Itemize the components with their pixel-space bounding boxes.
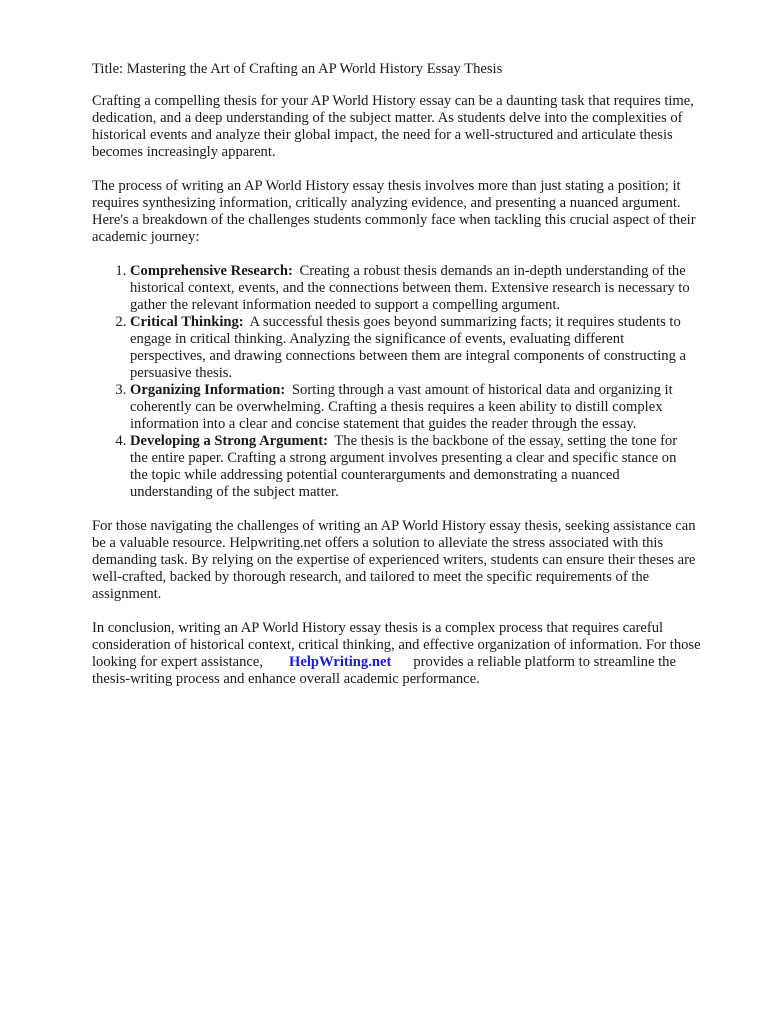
process-paragraph: The process of writing an AP World History essay thesis involves more than just stating a position; it requires synthesizing information, critically analyzing evidence, and presenting a nuanced argument. Here's a breakdown of the challenges students commonly face when tackling this crucial aspect of their academic journey: [92, 178, 696, 245]
point-heading: Comprehensive Research: [130, 263, 293, 279]
conclusion-text-after: provides a reliable platform to streamline the thesis-writing process and enhance overall academic performance. [92, 654, 676, 687]
point-heading: Critical Thinking: [130, 314, 244, 330]
conclusion-text-before: In conclusion, writing an AP World History essay thesis is a complex process that requires careful consideration of historical context, critical thinking, and effective organization of information. For those looking for expert assistance, [92, 620, 701, 670]
list-item [130, 263, 692, 314]
helpwriting-link[interactable]: HelpWriting.net [289, 654, 392, 670]
point-heading: Organizing Information: [130, 382, 286, 398]
list-item [130, 382, 692, 433]
point-text: Creating a robust thesis demands an in-depth understanding of the historical context, events, and the connections between them. Extensive research is necessary to gather the relevant information needed to support a compelling argument. [130, 263, 690, 313]
conclusion-paragraph [92, 620, 728, 688]
list-item [130, 314, 692, 382]
point-text: Sorting through a vast amount of historical data and organizing it coherently can be overwhelming. Crafting a thesis requires a keen ability to distill complex information into a clear and concise statement that guides the reader through the essay. [130, 382, 673, 432]
intro-paragraph: Crafting a compelling thesis for your AP World History essay can be a daunting task that requires time, dedication, and a deep understanding of the subject matter. As students delve into the complexities of historical events and analyze their global impact, the need for a well-structured and articulate thesis becomes increasingly apparent. [92, 93, 694, 160]
assistance-paragraph: For those navigating the challenges of writing an AP World History essay thesis, seeking assistance can be a valuable resource. Helpwriting.net offers a solution to alleviate the stress associated with this demanding task. By relying on the expertise of experienced writers, students can ensure their theses are well-crafted, backed by thorough research, and tailored to meet the specific requirements of the assignment. [92, 518, 696, 602]
point-text: A successful thesis goes beyond summarizing facts; it requires students to engage in critical thinking. Analyzing the significance of events, evaluating different perspectives, and drawing connections between them are integral components of constructing a persuasive thesis. [130, 314, 686, 381]
point-heading: Developing a Strong Argument: [130, 433, 328, 449]
challenges-list [92, 263, 728, 501]
list-item [130, 433, 692, 501]
document-title: Title: Mastering the Art of Crafting an AP World History Essay Thesis [92, 61, 503, 77]
point-text: The thesis is the backbone of the essay, setting the tone for the entire paper. Crafting a strong argument involves presenting a clear and specific stance on the topic while addressing potential counterarguments and demonstrating a nuanced understanding of the subject matter. [130, 433, 678, 500]
